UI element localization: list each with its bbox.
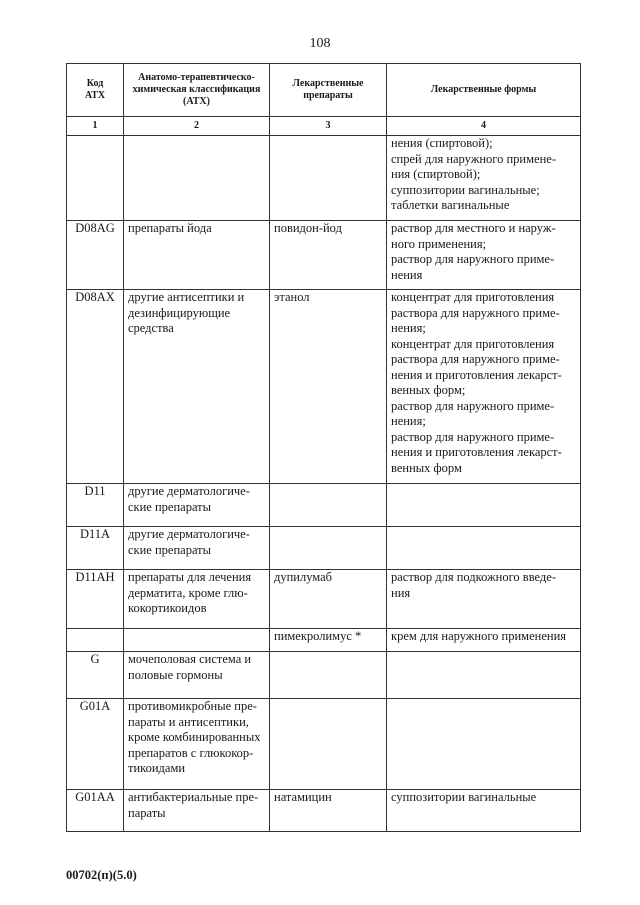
cell-classification — [124, 629, 270, 652]
text-line: раствора для наружного приме- — [391, 305, 560, 320]
text-line: дупилумаб — [274, 570, 333, 584]
cell-code: D11AH — [67, 570, 124, 629]
table-row — [67, 290, 581, 484]
table-row — [67, 629, 581, 652]
cell-classification — [124, 790, 270, 832]
cell-forms — [387, 290, 581, 484]
cell-drug — [270, 290, 387, 484]
header-classification — [124, 64, 270, 117]
cell-classification — [124, 136, 270, 221]
header-row — [67, 64, 581, 117]
text-line: раствор для наружного приме- — [391, 398, 555, 413]
cell-forms — [387, 570, 581, 629]
text-line: противомикробные пре- — [128, 699, 257, 713]
cell-code: D11A — [67, 527, 124, 570]
column-number: 2 — [124, 117, 270, 136]
table-row — [67, 652, 581, 699]
table-row — [67, 790, 581, 832]
text-line: мочеполовая система и — [128, 652, 252, 666]
cell-code: D08AX — [67, 290, 124, 484]
table-row — [67, 527, 581, 570]
text-line: ские препараты — [128, 499, 212, 514]
text-line: нения; — [391, 414, 426, 428]
text-line: кроме комбинированных — [128, 730, 261, 744]
cell-forms — [387, 790, 581, 832]
header-code — [67, 64, 124, 117]
cell-drug — [270, 790, 387, 832]
cell-classification — [124, 699, 270, 790]
cell-classification — [124, 484, 270, 527]
text-line: препараты для лечения — [128, 570, 252, 584]
column-number: 4 — [387, 117, 581, 136]
text-line: Анатомо-терапевтическо- — [138, 72, 255, 83]
cell-drug — [270, 136, 387, 221]
column-number-row — [67, 117, 581, 136]
cell-classification — [124, 221, 270, 290]
text-line: ские препараты — [128, 542, 212, 557]
text-line: другие дерматологиче- — [128, 527, 250, 541]
text-line: этанол — [274, 290, 310, 304]
text-line: параты — [128, 805, 166, 820]
cell-code — [67, 629, 124, 652]
text-line: ния (спиртовой); — [391, 167, 481, 181]
text-line: раствор для местного и наруж- — [391, 221, 556, 235]
text-line: дезинфицирующие — [128, 305, 231, 320]
text-line: препараты йода — [128, 221, 212, 235]
cell-code — [67, 136, 124, 221]
cell-drug — [270, 570, 387, 629]
text-line: ного применения; — [391, 236, 487, 251]
text-line: раствор для наружного приме- — [391, 252, 555, 266]
header-forms — [387, 64, 581, 117]
text-line: Лекарственные формы — [430, 84, 537, 95]
text-line: венных форм — [391, 460, 462, 475]
header-drugs — [270, 64, 387, 117]
cell-drug — [270, 629, 387, 652]
table-row — [67, 570, 581, 629]
cell-classification — [124, 527, 270, 570]
text-line: нения; — [391, 321, 426, 335]
text-line: нения и приготовления лекарст- — [391, 367, 562, 382]
text-line: раствор для подкожного введе- — [391, 570, 556, 584]
text-line: натамицин — [274, 790, 332, 804]
text-line: пимекролимус * — [274, 629, 362, 643]
text-line: антибактериальные пре- — [128, 790, 259, 804]
text-line: препараты — [303, 90, 353, 101]
cell-forms — [387, 136, 581, 221]
text-line: спрей для наружного примене- — [391, 151, 556, 166]
text-line: концентрат для приготовления — [391, 336, 555, 351]
text-line: дерматита, кроме глю- — [128, 585, 248, 600]
text-line: половые гормоны — [128, 667, 223, 682]
cell-code: G01A — [67, 699, 124, 790]
cell-code: D08AG — [67, 221, 124, 290]
text-line: нения и приготовления лекарст- — [391, 445, 562, 459]
cell-classification — [124, 652, 270, 699]
table-row — [67, 699, 581, 790]
atx-table — [66, 63, 581, 832]
cell-code: D11 — [67, 484, 124, 527]
cell-forms — [387, 221, 581, 290]
column-number: 3 — [270, 117, 387, 136]
text-line: крем для наружного применения — [391, 629, 567, 643]
cell-forms — [387, 652, 581, 699]
column-number: 1 — [67, 117, 124, 136]
cell-drug — [270, 221, 387, 290]
document-code: 00702(п)(5.0) — [66, 868, 137, 882]
text-line: параты и антисептики, — [128, 714, 249, 729]
text-line: суппозитории вагинальные; — [391, 182, 540, 197]
text-line: раствор для наружного приме- — [391, 429, 555, 444]
text-line: химическая классификация — [132, 84, 261, 95]
cell-forms — [387, 484, 581, 527]
cell-drug — [270, 527, 387, 570]
text-line: нения (спиртовой); — [391, 136, 493, 150]
page-number: 108 — [309, 36, 331, 51]
text-line: АТХ — [84, 90, 106, 101]
text-line: тикоидами — [128, 761, 186, 775]
text-line: венных форм; — [391, 383, 466, 397]
cell-drug — [270, 484, 387, 527]
text-line: средства — [128, 321, 174, 335]
table-row — [67, 136, 581, 221]
text-line: ния — [391, 585, 411, 600]
cell-forms — [387, 527, 581, 570]
cell-forms — [387, 629, 581, 652]
cell-forms — [387, 699, 581, 790]
cell-code: G01AA — [67, 790, 124, 832]
cell-classification — [124, 570, 270, 629]
text-line: повидон-йод — [274, 221, 342, 235]
cell-code: G — [67, 652, 124, 699]
text-line: другие дерматологиче- — [128, 484, 250, 498]
text-line: таблетки вагинальные — [391, 198, 510, 212]
text-line: Код — [86, 78, 104, 89]
text-line: (АТХ) — [183, 96, 210, 107]
text-line: нения — [391, 267, 423, 282]
cell-classification — [124, 290, 270, 484]
text-line: другие антисептики и — [128, 290, 245, 304]
table-row — [67, 484, 581, 527]
text-line: кокортикоидов — [128, 601, 207, 615]
text-line: раствора для наружного приме- — [391, 352, 560, 366]
cell-drug — [270, 652, 387, 699]
text-line: препаратов с глюкокор- — [128, 745, 254, 760]
table-row — [67, 221, 581, 290]
text-line: концентрат для приготовления — [391, 290, 555, 304]
text-line: Лекарственные — [292, 78, 364, 89]
text-line: суппозитории вагинальные — [391, 790, 537, 804]
cell-drug — [270, 699, 387, 790]
